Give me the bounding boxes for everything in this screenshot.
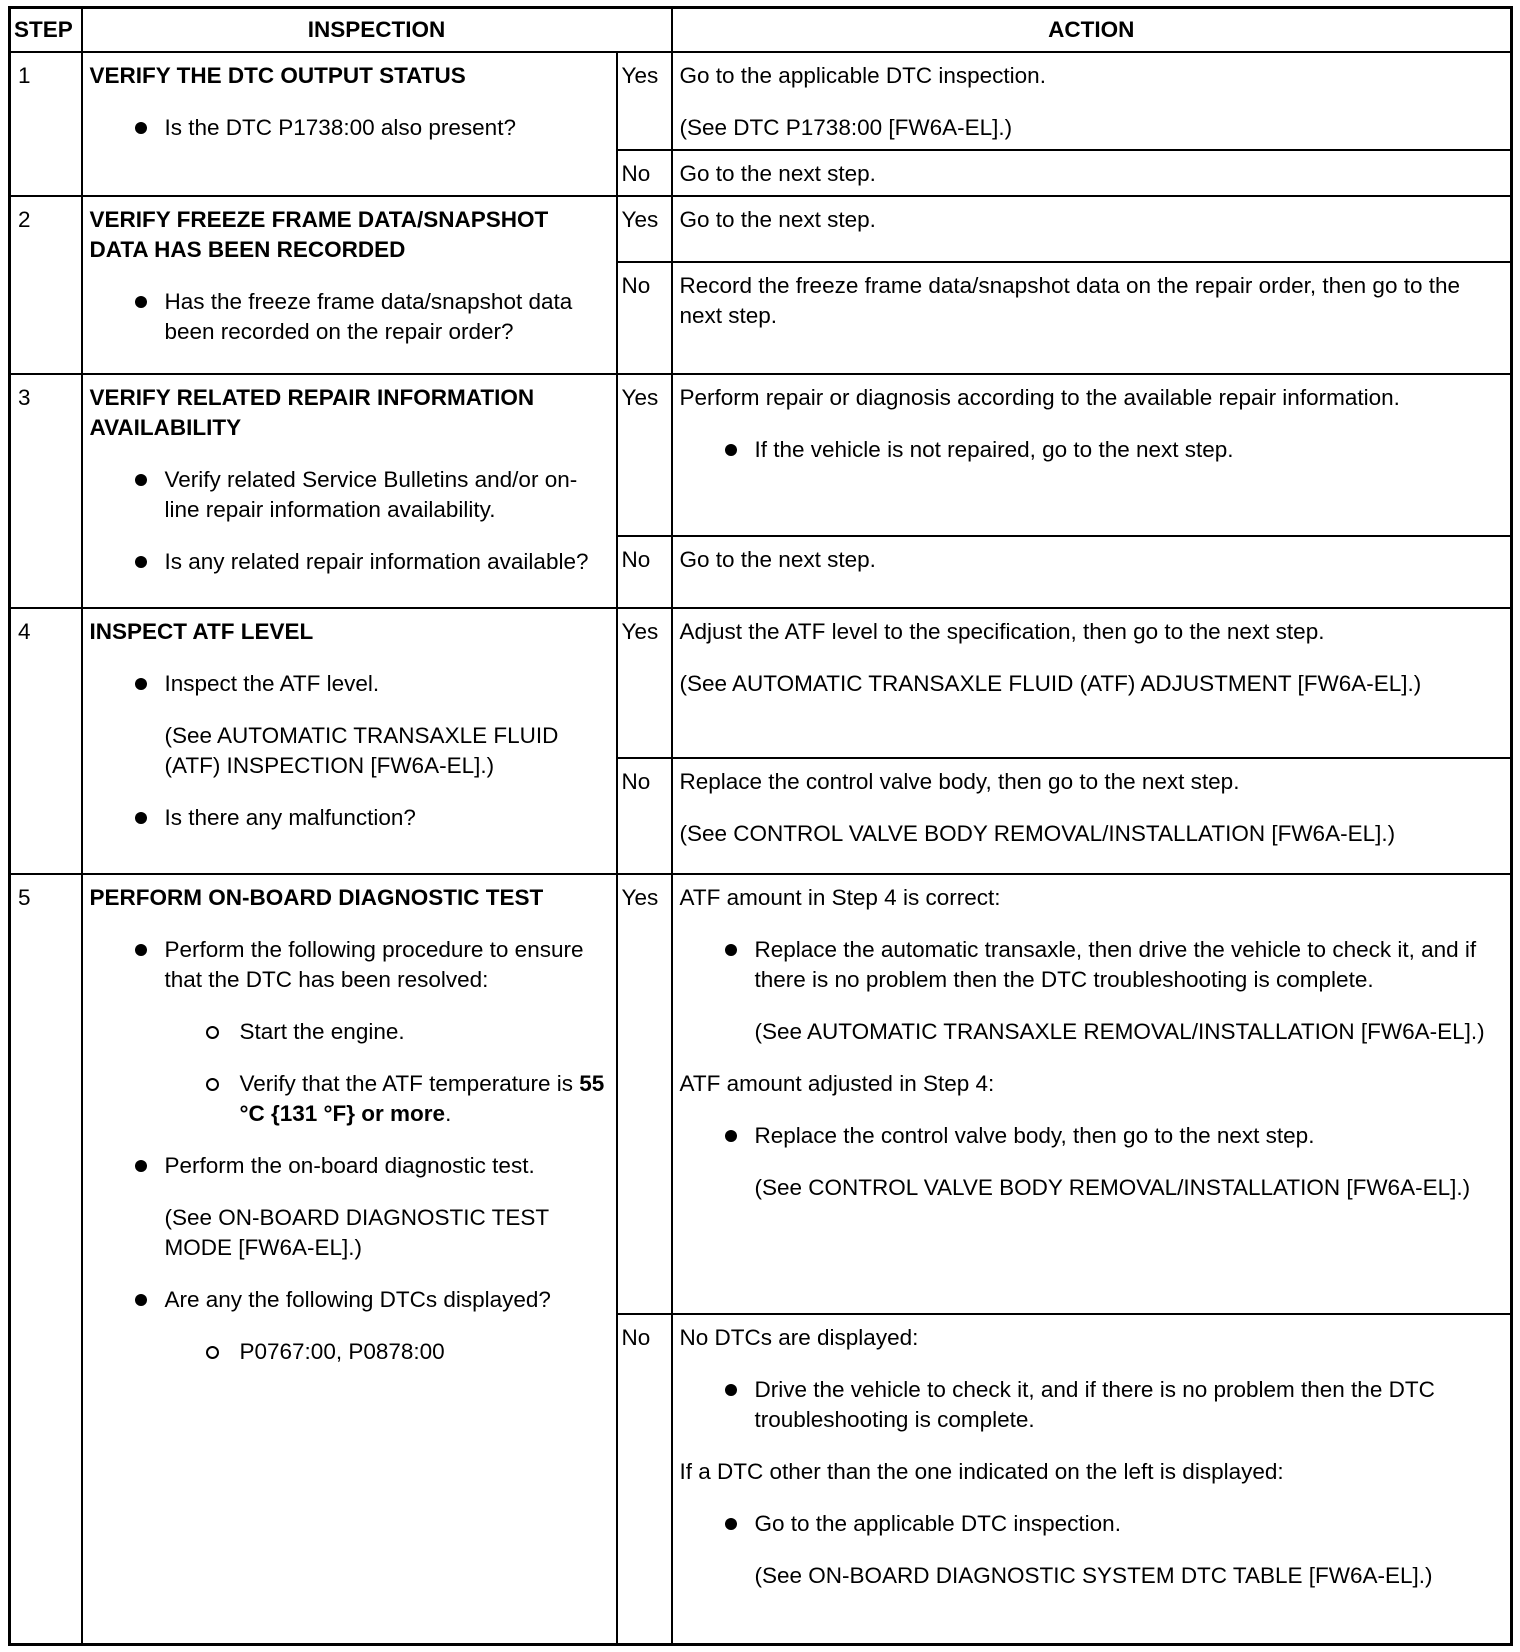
bullet-text: Replace the control valve body, then go to the next step. [754,1123,1315,1148]
action-yes-cell [672,874,1512,1314]
bullet-item [680,935,1505,1047]
table-row [10,52,1512,150]
inspection-cell [82,874,617,1645]
action-yes-cell [672,374,1512,536]
bullet-item [680,1121,1505,1203]
header-step: STEP [10,8,82,53]
bullet-item: Is there any malfunction? [90,803,610,833]
action-text: Go to the next step. [679,547,876,572]
table-row [10,374,1512,536]
bullet-item: If the vehicle is not repaired, go to the next step. [680,435,1505,465]
bullet-item: Is the DTC P1738:00 also present? [90,113,610,143]
action-text: No DTCs are displayed: [679,1325,919,1350]
bullet-reference: (See AUTOMATIC TRANSAXLE FLUID (ATF) INSPECTION [FW6A-EL].) [164,723,559,778]
yes-label: Yes [617,374,672,536]
diagnostic-procedure-sheet [8,6,1513,1646]
step-title: VERIFY THE DTC OUTPUT STATUS [89,63,466,88]
yes-label: Yes [617,874,672,1314]
action-text: Record the freeze frame data/snapshot data on the repair order, then go to the next step. [679,273,1461,328]
action-text: If a DTC other than the one indicated on the left is displayed: [679,1459,1284,1484]
temperature-spec: 55 °C {131 °F} or more [239,1071,605,1126]
step-number: 2 [10,196,82,374]
inspection-cell [82,196,617,374]
bullet-item: Verify related Service Bulletins and/or on-line repair information availability. [90,465,610,525]
bullet-item [90,669,610,781]
sub-bullet-text-end: . [445,1101,452,1126]
header-action: ACTION [672,8,1512,53]
action-text: Replace the control valve body, then go to the next step. [679,769,1240,794]
step-number: 5 [10,874,82,1645]
bullet-item [90,935,610,1129]
bullet-item: Has the freeze frame data/snapshot data been recorded on the repair order? [90,287,610,347]
diagnostic-table [8,6,1513,1646]
inspection-cell [82,374,617,608]
action-no-cell [672,150,1512,196]
bullet-reference: (See CONTROL VALVE BODY REMOVAL/INSTALLATION [FW6A-EL].) [754,1175,1471,1200]
action-text: Adjust the ATF level to the specification, then go to the next step. [679,619,1325,644]
action-no-cell [672,758,1512,874]
no-label: No [617,758,672,874]
action-reference: (See CONTROL VALVE BODY REMOVAL/INSTALLATION [FW6A-EL].) [679,821,1396,846]
inspection-cell [82,52,617,196]
no-label: No [617,150,672,196]
step-title: VERIFY RELATED REPAIR INFORMATION AVAILABILITY [89,385,535,440]
action-text: ATF amount adjusted in Step 4: [679,1071,995,1096]
bullet-item [90,1285,610,1367]
table-row [10,196,1512,262]
action-yes-cell [672,608,1512,758]
no-label: No [617,262,672,374]
no-label: No [617,536,672,608]
action-yes-cell [672,196,1512,262]
action-text: Perform repair or diagnosis according to the available repair information. [679,385,1400,410]
action-text: Go to the applicable DTC inspection. [679,63,1046,88]
sub-bullet-item [165,1069,610,1129]
bullet-item [90,1151,610,1263]
yes-label: Yes [617,608,672,758]
action-no-cell [672,536,1512,608]
action-no-cell [672,1314,1512,1645]
action-yes-cell [672,52,1512,150]
bullet-item [680,1509,1505,1591]
step-number: 1 [10,52,82,196]
action-text: ATF amount in Step 4 is correct: [679,885,1001,910]
bullet-item: Is any related repair information available? [90,547,610,577]
step-number: 3 [10,374,82,608]
yes-label: Yes [617,196,672,262]
table-row [10,874,1512,1314]
step-title: VERIFY FREEZE FRAME DATA/SNAPSHOT DATA HAS BEEN RECORDED [89,207,549,262]
inspection-cell [82,608,617,874]
bullet-text: Perform the following procedure to ensure that the DTC has been resolved: [164,937,584,992]
table-row [10,608,1512,758]
sub-bullet-text: Verify that the ATF temperature is [239,1071,580,1096]
step-title: INSPECT ATF LEVEL [89,619,314,644]
no-label: No [617,1314,672,1645]
action-text: Go to the next step. [679,161,876,186]
bullet-text: Are any the following DTCs displayed? [164,1287,551,1312]
sub-bullet-item: P0767:00, P0878:00 [165,1337,610,1367]
bullet-reference: (See AUTOMATIC TRANSAXLE REMOVAL/INSTALLATION [FW6A-EL].) [754,1019,1485,1044]
action-text: Go to the next step. [679,207,876,232]
table-header-row [10,8,1512,53]
bullet-reference: (See ON-BOARD DIAGNOSTIC TEST MODE [FW6A-EL].) [164,1205,549,1260]
bullet-text: Replace the automatic transaxle, then drive the vehicle to check it, and if there is no problem then the DTC troubleshooting is complete. [754,937,1477,992]
header-inspection: INSPECTION [82,8,672,53]
step-title: PERFORM ON-BOARD DIAGNOSTIC TEST [89,885,544,910]
step-number: 4 [10,608,82,874]
action-no-cell [672,262,1512,374]
bullet-text: Inspect the ATF level. [164,671,380,696]
bullet-text: Go to the applicable DTC inspection. [754,1511,1121,1536]
action-reference: (See DTC P1738:00 [FW6A-EL].) [679,115,1013,140]
sub-bullet-item: Start the engine. [165,1017,610,1047]
yes-label: Yes [617,52,672,150]
bullet-reference: (See ON-BOARD DIAGNOSTIC SYSTEM DTC TABLE [FW6A-EL].) [754,1563,1433,1588]
bullet-text: Perform the on-board diagnostic test. [164,1153,535,1178]
bullet-item: Drive the vehicle to check it, and if there is no problem then the DTC troubleshooting is complete. [680,1375,1505,1435]
action-reference: (See AUTOMATIC TRANSAXLE FLUID (ATF) ADJUSTMENT [FW6A-EL].) [679,671,1422,696]
